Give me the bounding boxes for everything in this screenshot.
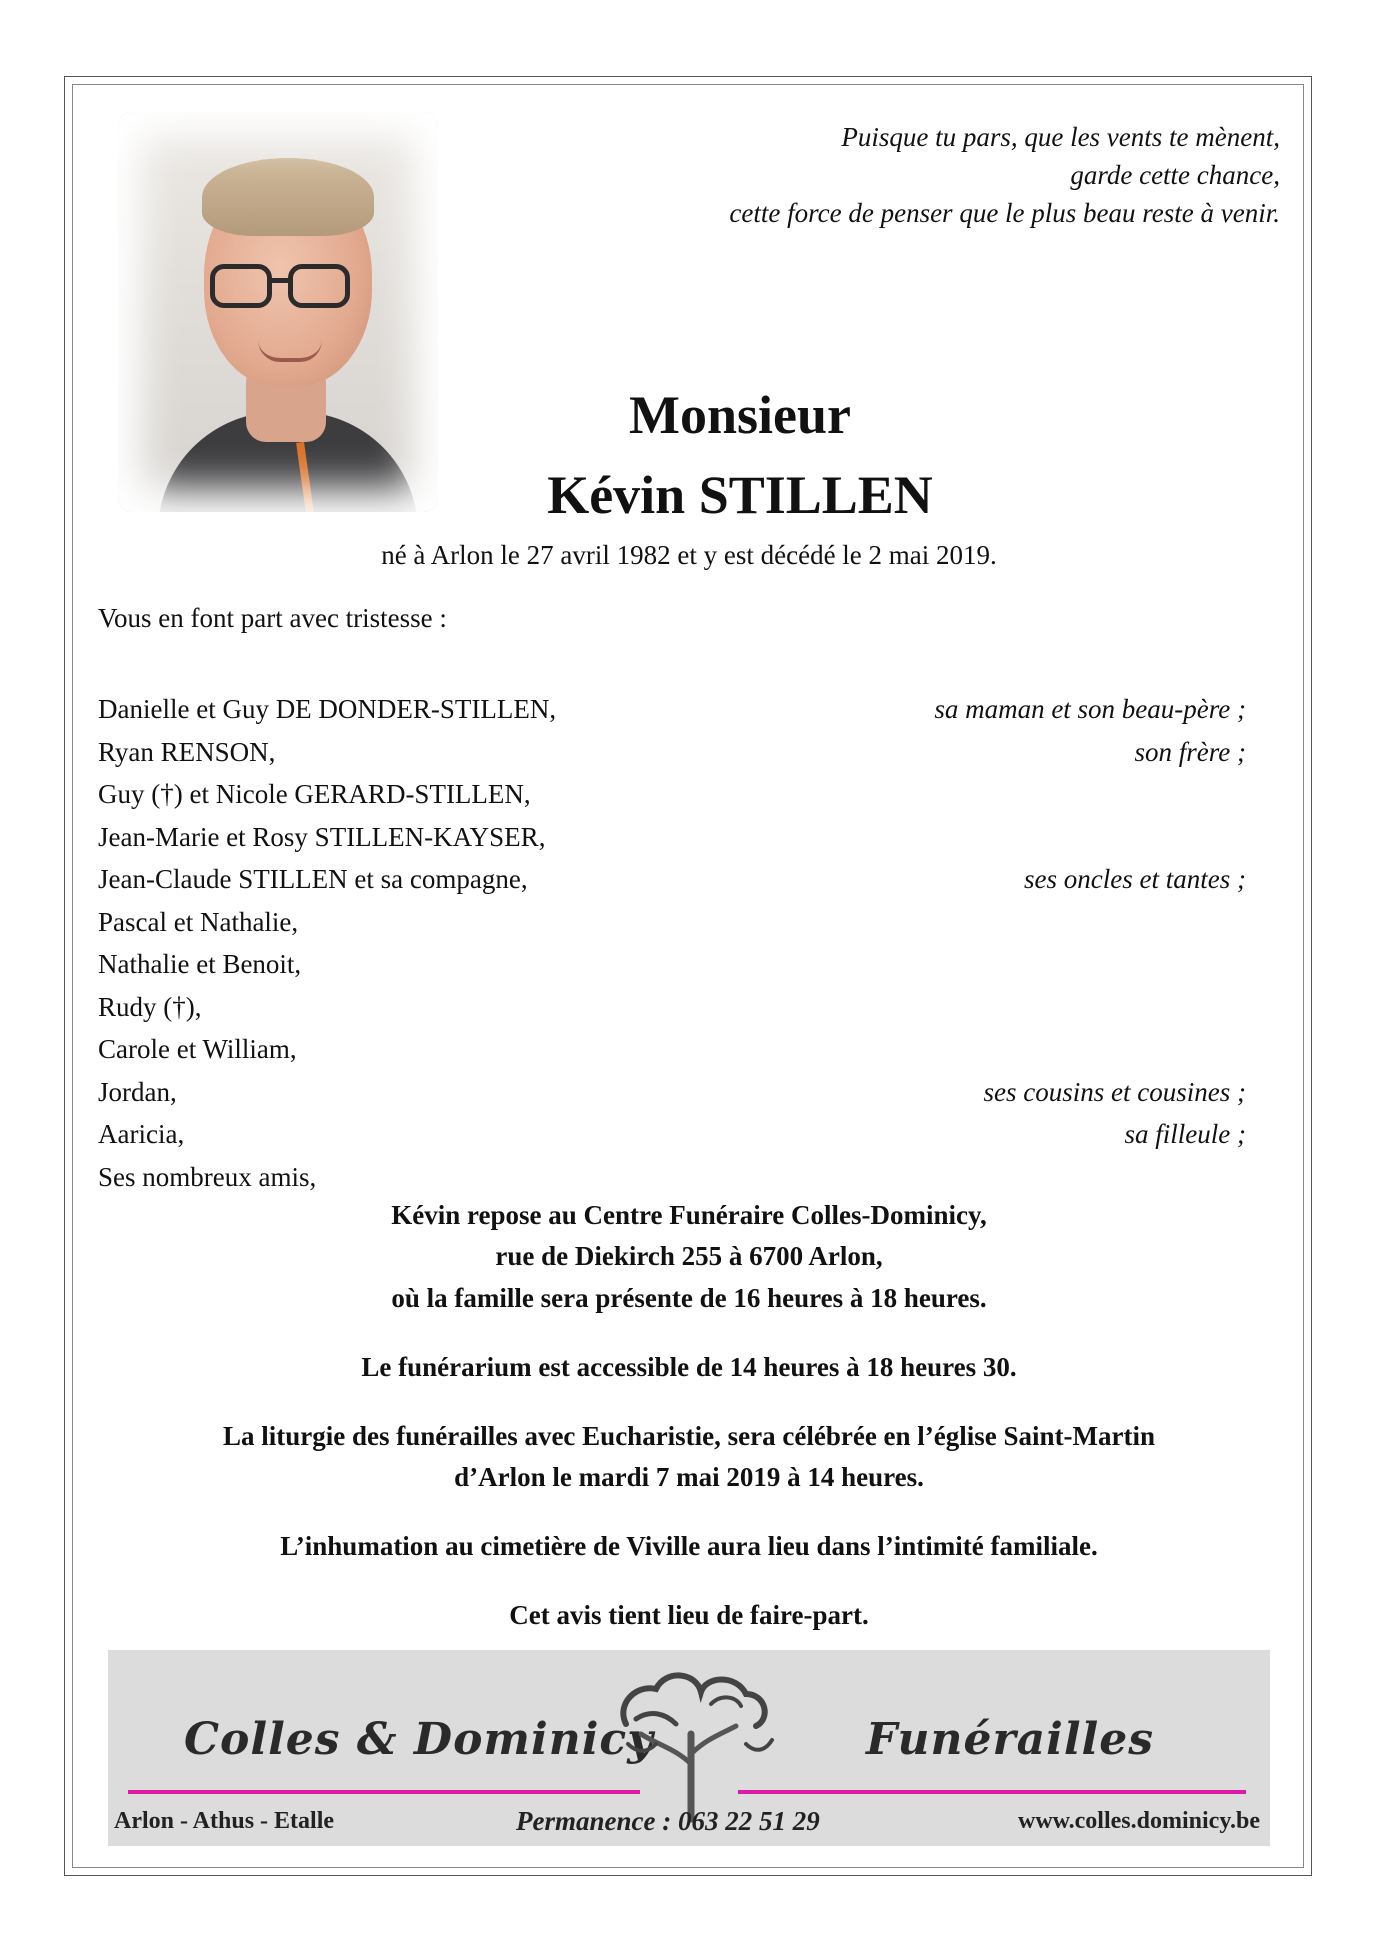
family-member (98, 1113, 1246, 1156)
faire-part-line: Cet avis tient lieu de faire-part. (509, 1600, 869, 1630)
portrait-photo (118, 112, 438, 512)
repose-line-1: Kévin repose au Centre Funéraire Colles-Dominicy, (391, 1200, 987, 1230)
family-member (98, 1028, 1246, 1071)
accent-line-left (128, 1790, 640, 1794)
funerarium-line: Le funérarium est accessible de 14 heures à 18 heures 30. (361, 1352, 1017, 1382)
family-member-name: Jean-Marie et Rosy STILLEN-KAYSER, (98, 821, 546, 852)
inhumation-line: L’inhumation au cimetière de Viville aura lieu dans l’intimité familiale. (280, 1531, 1098, 1561)
family-member-name: Ses nombreux amis, (98, 1161, 317, 1192)
family-member-name: Danielle et Guy DE DONDER-STILLEN, (98, 694, 557, 724)
family-member-name: Aaricia, (98, 1119, 185, 1149)
family-list (98, 688, 1246, 1198)
family-member-name: Ryan RENSON, (98, 736, 276, 767)
poem-line: garde cette chance, (1070, 160, 1280, 190)
website-link[interactable]: www.colles.dominicy.be (1017, 1808, 1260, 1834)
family-member (98, 773, 1246, 816)
birth-death-line: né à Arlon le 27 avril 1982 et y est décédé le 2 mai 2019. (381, 540, 997, 570)
family-member (98, 986, 1246, 1029)
intro-line: Vous en font part avec tristesse : (98, 603, 447, 633)
brand-tagline: Funérailles (866, 1714, 1155, 1765)
tree-logo-icon (596, 1664, 786, 1824)
family-member (98, 1156, 1246, 1199)
family-member (98, 816, 1246, 859)
family-member (98, 858, 1246, 901)
family-member-relation: ses cousins et cousines ; (983, 1076, 1246, 1107)
family-member (98, 1071, 1246, 1114)
poem-line: Puisque tu pars, que les vents te mènent, (841, 122, 1280, 152)
poem (729, 118, 1280, 232)
family-member-name: Jordan, (98, 1076, 177, 1107)
family-member (98, 688, 1246, 731)
locations: Arlon - Athus - Etalle (114, 1808, 335, 1834)
family-member-name: Guy (†) et Nicole GERARD-STILLEN, (98, 779, 531, 809)
repose-line-2: rue de Diekirch 255 à 6700 Arlon, (495, 1241, 883, 1271)
family-member-name: Pascal et Nathalie, (98, 906, 299, 937)
family-member-relation: sa filleule ; (1124, 1119, 1246, 1149)
permanence-phone: Permanence : 063 22 51 29 (516, 1806, 820, 1836)
family-member-relation: ses oncles et tantes ; (1024, 864, 1246, 894)
family-member (98, 943, 1246, 986)
family-member-relation: sa maman et son beau-père ; (934, 694, 1246, 724)
family-member-name: Rudy (†), (98, 991, 202, 1022)
family-member (98, 901, 1246, 944)
accent-line-right (738, 1790, 1246, 1794)
family-member-name: Nathalie et Benoit, (98, 949, 302, 979)
title-honorific: Monsieur (629, 385, 851, 445)
family-member-name: Jean-Claude STILLEN et sa compagne, (98, 864, 528, 894)
family-member (98, 731, 1246, 774)
poem-line: cette force de penser que le plus beau reste à venir. (729, 198, 1280, 228)
liturgie-line-2: d’Arlon le mardi 7 mai 2019 à 14 heures. (454, 1462, 924, 1492)
title-name: Kévin STILLEN (547, 465, 933, 525)
family-member-relation: son frère ; (1134, 736, 1246, 767)
liturgie-line-1: La liturgie des funérailles avec Eucharistie, sera célébrée en l’église Saint-Martin (222, 1421, 1156, 1451)
family-member-name: Carole et William, (98, 1034, 297, 1064)
repose-line-3: où la famille sera présente de 16 heures à 18 heures. (391, 1283, 987, 1313)
brand-name: Colles & Dominicy (184, 1714, 654, 1765)
